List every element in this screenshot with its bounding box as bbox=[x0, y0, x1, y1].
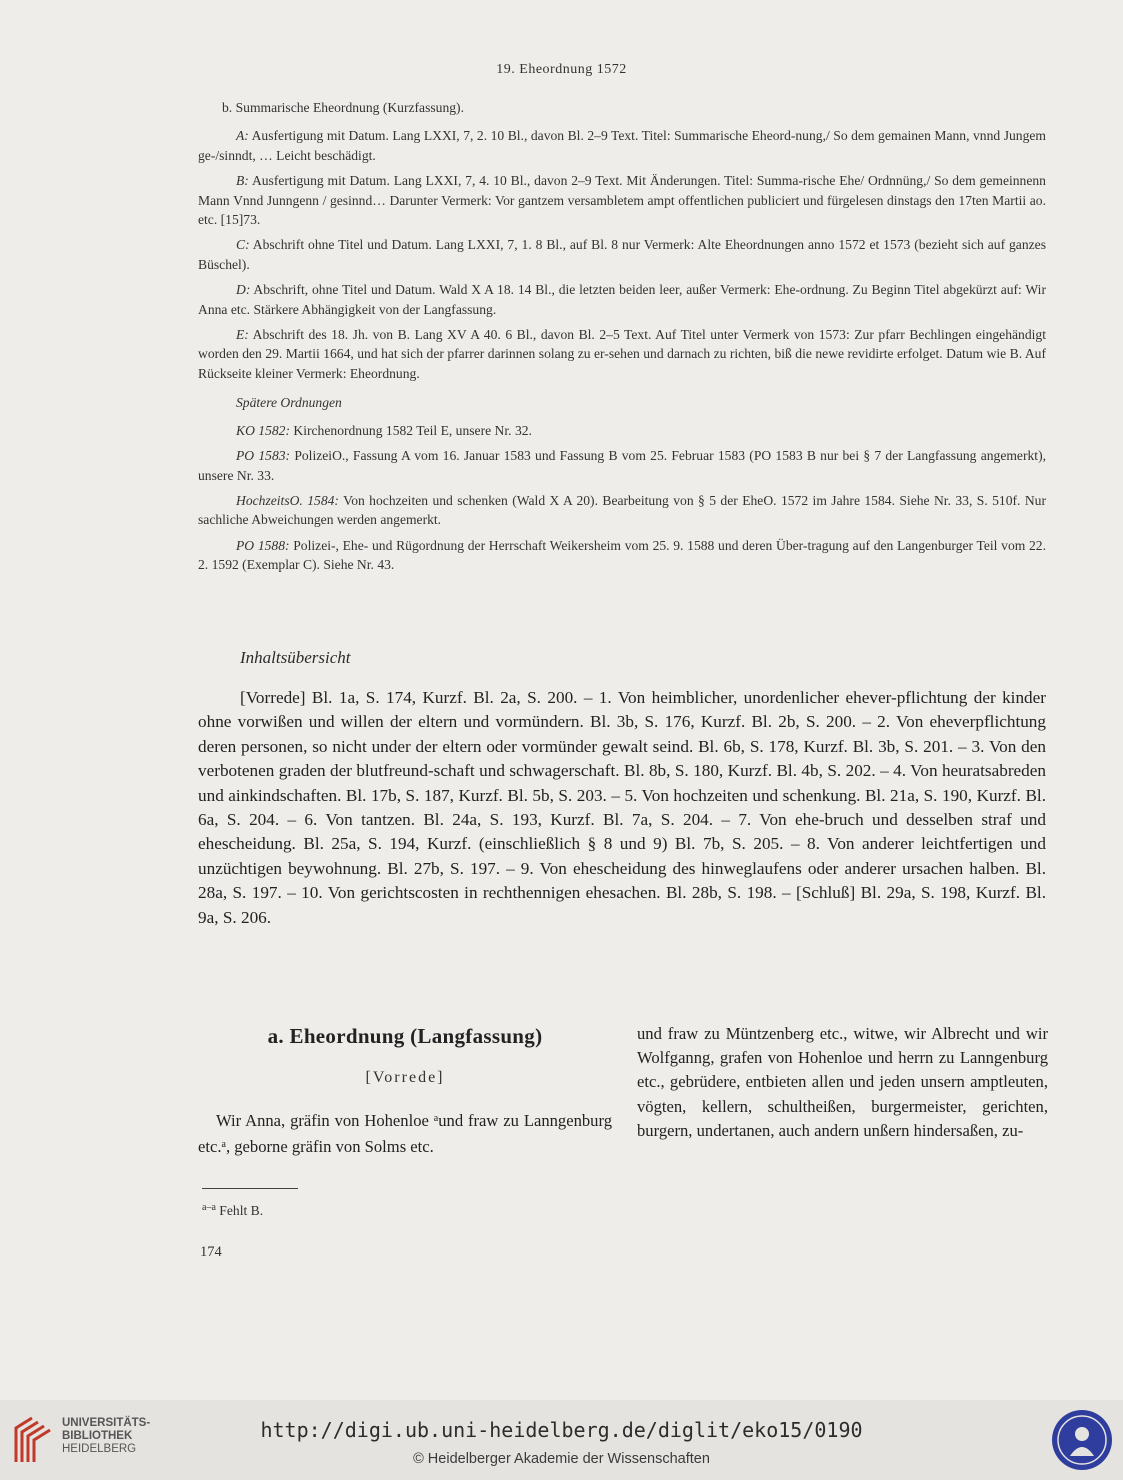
copyright-notice: © Heidelberger Akademie der Wissenschaften bbox=[413, 1451, 710, 1467]
later-item-po1588: PO 1588: Polizei-, Ehe- und Rügordnung der Herrschaft Weikersheim vom 25. 9. 1588 und deren Über-tragung auf den Langenburger Teil vom 22. 2. 1592 (Exemplar C). Siehe Nr. 43. bbox=[198, 537, 1047, 573]
academy-seal-icon bbox=[1050, 1408, 1114, 1472]
later-item-hochzeitso1584: HochzeitsO. 1584: Von hochzeiten und schenken (Wald X A 20). Bearbeitung von § 5 der EheO. 1572 im Jahre 1584. Siehe Nr. 33, S. 510f. Nur sachliche Abweichungen werden angemerkt. bbox=[198, 492, 1046, 528]
permalink-url[interactable]: http://digi.ub.uni-heidelberg.de/diglit/eko15/0190 bbox=[260, 1418, 863, 1442]
section-title: a. Eheordnung (Langfassung) bbox=[267, 1024, 543, 1048]
summary-heading: Inhaltsübersicht bbox=[240, 648, 351, 667]
body-text-left: Wir Anna, gräfin von Hohenloe $^a$und fraw zu Lanngenburg etc.$^a$, geborne gräfin von Solms etc. bbox=[198, 1111, 612, 1156]
siglum: KO 1582: bbox=[236, 422, 290, 438]
source-item-e: E: Abschrift des 18. Jh. von B. Lang XV A 40. 6 Bl., davon Bl. 2–5 Text. Auf Titel unter Vermerk von 1573: Zur pfarr Bechlingen eingehändigt worden den 29. Martii 1664, und hat sich der pfarrer darinnen solang zu er-sehen und darnach zu richten, biß die newe revidirte erfolget. Datum wie B. Auf Rückseite kleiner Vermerk: Eheordnung. bbox=[198, 327, 1046, 381]
running-head: 19. Eheordnung 1572 bbox=[496, 62, 627, 77]
source-title: b. Summarische Eheordnung (Kurzfassung). bbox=[222, 100, 464, 115]
viewer-footer bbox=[0, 1400, 1123, 1480]
body-text-right: und fraw zu Müntzenberg etc., witwe, wir Albrecht und wir Wolfganng, grafen von Hohenloe und herrn zu Lanngenburg etc., gebrüdere, entbieten allen und jeden unsern amptleuten, vögten, kellern, schultheißen, burgermeister, gerichten, burgern, undertanen, auch andern unßern hindersaßen, zu- bbox=[637, 1024, 1048, 1140]
later-item-ko1582: KO 1582: Kirchenordnung 1582 Teil E, unsere Nr. 32. bbox=[236, 422, 532, 438]
footnote-marker: a–a bbox=[202, 1202, 216, 1213]
siglum: PO 1583: bbox=[236, 448, 291, 464]
siglum: B: bbox=[236, 173, 249, 189]
source-item-a: A: Ausfertigung mit Datum. Lang LXXI, 7, 2. 10 Bl., davon Bl. 2–9 Text. Titel: Summarische Eheord-nung,/ So dem gemainen Mann, vnnd Jungem ge-/sinndt, … Leicht beschädigt. bbox=[198, 128, 1046, 163]
siglum: D: bbox=[236, 282, 251, 298]
siglum: A: bbox=[236, 128, 249, 144]
footnote-rule bbox=[202, 1188, 298, 1189]
right-column bbox=[637, 1022, 1048, 1143]
footnote-marker: a bbox=[221, 1139, 226, 1150]
library-name: UNIVERSITÄTS- BIBLIOTHEK HEIDELBERG bbox=[62, 1417, 151, 1455]
source-item-b: B: Ausfertigung mit Datum. Lang LXXI, 7, 4. 10 Bl., davon 2–9 Text. Mit Änderungen. Titel: Summa-rische Ehe/ Ordnnüng,/ So dem gemeinnenn Mann Vnnd Junngenn / gesinnd… Darunter Vermerk: Vor gantzem versambletem ampt offentlichen publiciert und fürgelesen dinstags den 17ten Martii ao. etc. [15]73. bbox=[198, 173, 1046, 228]
footnote: $^{a-a}$ Fehlt B. bbox=[202, 1202, 264, 1218]
footnote-marker: a bbox=[433, 1113, 439, 1124]
siglum: PO 1588: bbox=[236, 537, 290, 553]
later-item-po1583: PO 1583: PolizeiO., Fassung A vom 16. Januar 1583 und Fassung B vom 25. Februar 1583 (PO 1583 B nur bei § 7 der Langfassung angemerkt), unsere Nr. 33. bbox=[198, 448, 1046, 483]
siglum: E: bbox=[236, 327, 249, 343]
later-orders-heading: Spätere Ordnungen bbox=[236, 395, 342, 411]
source-item-d: D: Abschrift, ohne Titel und Datum. Wald X A 18. 14 Bl., die letzten beiden leer, außer Vermerk: Ehe-ordnung. Zu Beginn Titel abgekürzt auf: Wir Anna etc. Stärkere Abhängigkeit von der Langfassung. bbox=[198, 282, 1046, 317]
source-description bbox=[198, 98, 1046, 581]
vorrede-heading: [Vorrede] bbox=[365, 1069, 445, 1086]
source-item-c: C: Abschrift ohne Titel und Datum. Lang LXXI, 7, 1. 8 Bl., auf Bl. 8 nur Vermerk: Alte Eheordnungen anno 1572 et 1573 (bezieht sich auf ganzes Büschel). bbox=[198, 237, 1046, 272]
left-column bbox=[198, 1024, 612, 1159]
page-number: 174 bbox=[200, 1244, 222, 1260]
siglum: HochzeitsO. 1584: bbox=[236, 492, 339, 508]
siglum: C: bbox=[236, 237, 250, 253]
summary-text: [Vorrede] Bl. 1a, S. 174, Kurzf. Bl. 2a, S. 200. – 1. Von heimblicher, unordenlicher ehever-pflichtung der kinder ohne vorwißen und willen der eltern und vormündern. Bl. 3b, S. 176, Kurzf. Bl. 2b, S. 200. – 2. Von eheverpflichtung deren personen, so nicht under der eltern oder vormünder gewalt seind. Bl. 6b, S. 178, Kurzf. Bl. 3b, S. 201. – 3. Von den verbotenen graden der blutfreund-schaft und schwagerschaft. Bl. 8b, S. 180, Kurzf. Bl. 4b, S. 202. – 4. Von heuratsabreden und ainkindschaften. Bl. 17b, S. 187, Kurzf. Bl. 5b, S. 203. – 5. Von hochzeiten und schenkung. Bl. 21a, S. 190, Kurzf. Bl. 6a, S. 204. – 6. Von tantzen. Bl. 24a, S. 193, Kurzf. Bl. 7a, S. 204. – 7. Von ehe-bruch und desselben straf und ehescheidung. Bl. 25a, S. 194, Kurzf. (einschließlich § 8 und 9) Bl. 7b, S. 205. – 8. Von anderer leichtfertigen und unzüchtigen beywohnung. Bl. 27b, S. 197. – 9. Von ehescheidung des hinweglaufens oder anderer ursachen halben. Bl. 28a, S. 197. – 10. Von gerichtscosten in rechthennigen ehesachen. Bl. 28b, S. 198. – [Schluß] Bl. 29a, S. 198, Kurzf. Bl. 9a, S. 206. bbox=[198, 688, 1046, 927]
